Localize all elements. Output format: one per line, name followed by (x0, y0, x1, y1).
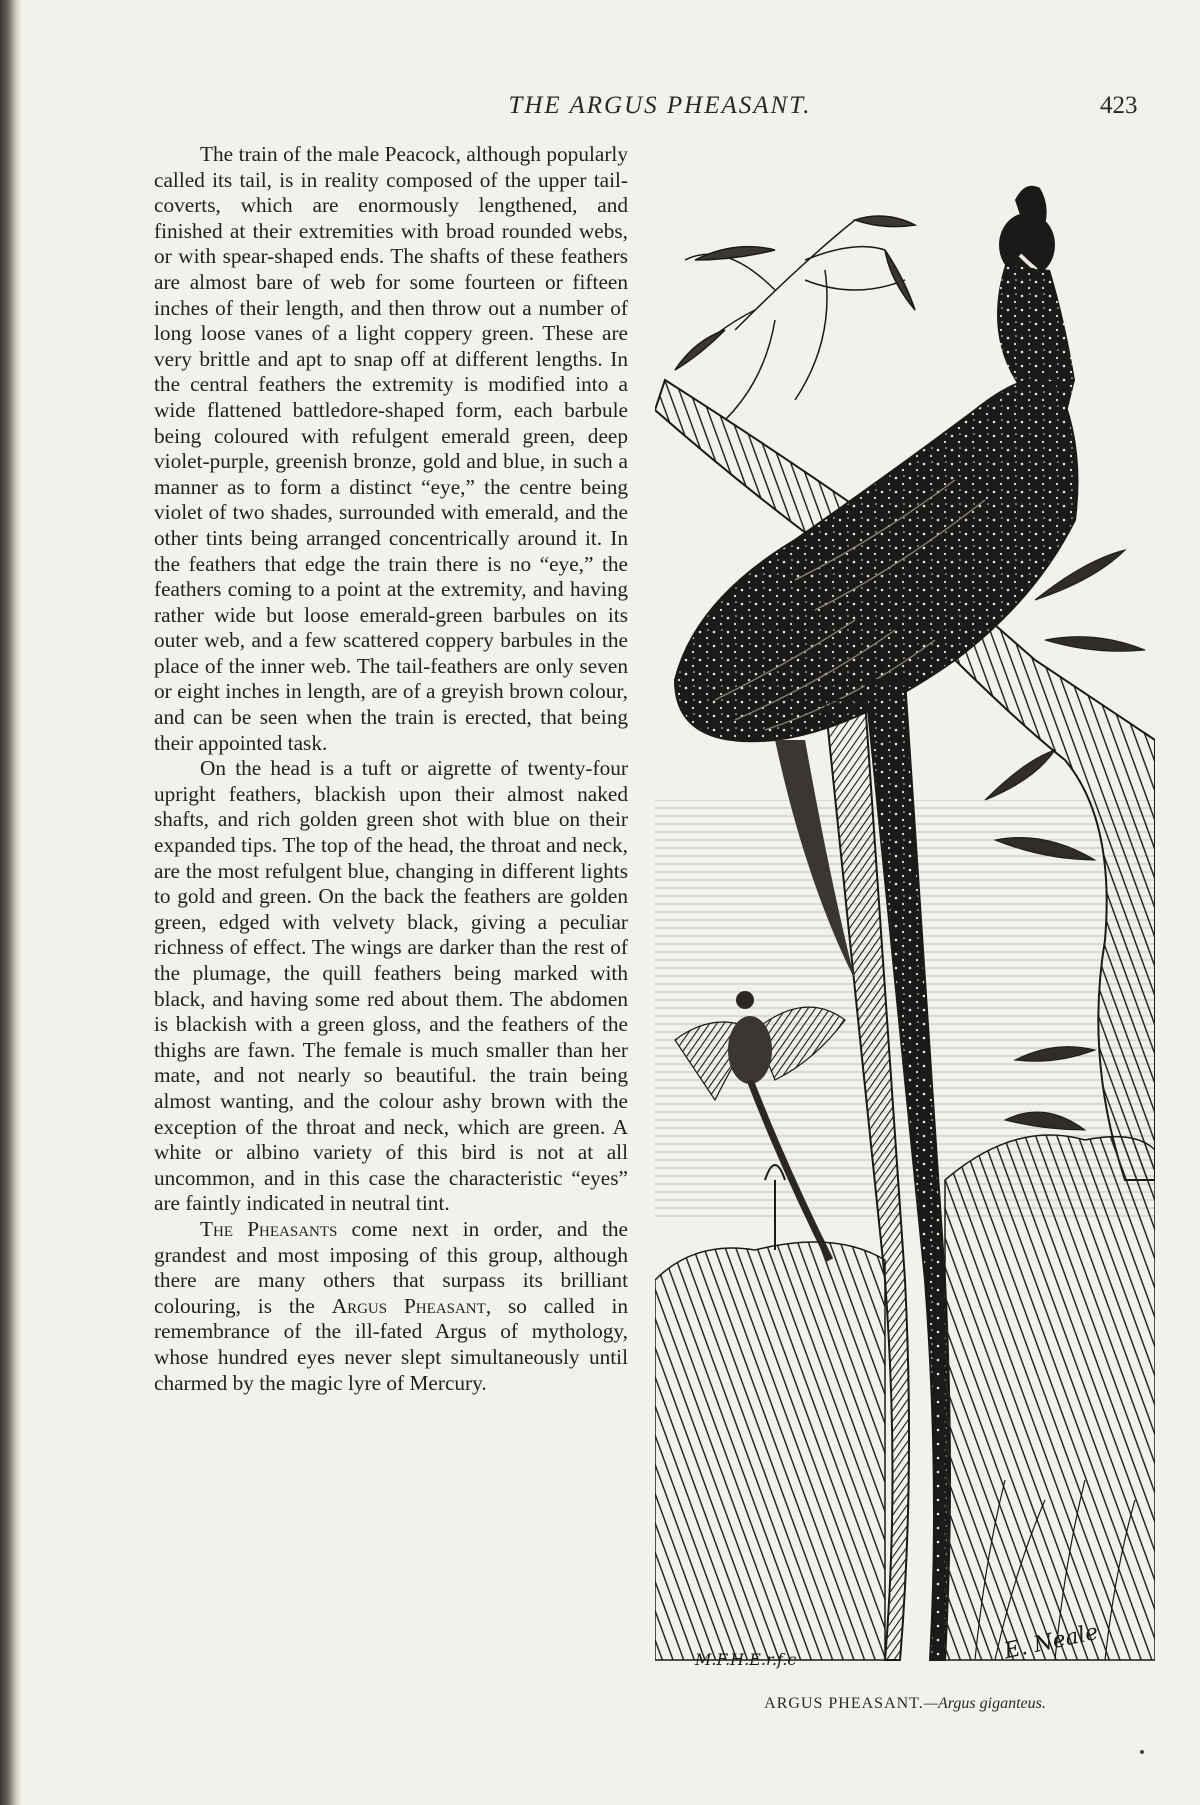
smallcaps-lead: The Pheasants (200, 1216, 338, 1241)
smallcaps-argus-pheasant: Argus Pheasant (331, 1293, 486, 1318)
paragraph-text-b: , so called in remembrance of the ill-fated Argus of mythology, whose hundred eyes never slept simultaneously until charmed by the magic lyre of Mercury. (154, 1293, 629, 1395)
paper-speck (1140, 1750, 1144, 1754)
caption-latin-name: —Argus giganteus. (923, 1695, 1046, 1712)
figure-caption (655, 1695, 1155, 1713)
paragraph-text-a: come next in order, and the grandest and most imposing of this group, although there are many others that surpass its brilliant colouring, is the (154, 1216, 628, 1318)
artist-signature: E. Neale (1001, 1619, 1101, 1665)
paragraph-pheasants (154, 1217, 628, 1396)
caption-common-name: ARGUS PHEASANT. (764, 1695, 924, 1712)
paragraph-peacock-train: The train of the male Peacock, although popularly called its tail, is in reality composed of the upper tail-coverts, which are enormously lengthened, and finished at their extremities with broad rounded webs, or with spear-shaped ends. The shafts of these feathers are almost bare of web for some fourteen or fifteen inches of their length, and then throw out a number of long loose vanes of a light coppery green. These are very brittle and apt to snap off at different lengths. In the central feathers the extremity is modified into a wide flattened battledore-shaped form, each barbule being coloured with refulgent emerald green, deep violet-purple, greenish bronze, gold and blue, in such a manner as to form a distinct “eye,” the centre being violet of two shades, surrounded with emerald, and the other tints being arranged concentrically around it. In the feathers that edge the train there is no “eye,” the feathers coming to a point at the extremity, and having rather wide but loose emerald-green barbules on its outer web, and a few scattered coppery barbules in the place of the inner web. The tail-feathers are only seven or eight inches in length, are of a greyish brown colour, and can be seen when the train is erected, that being their appointed task. (154, 142, 628, 755)
running-head: THE ARGUS PHEASANT. (508, 92, 812, 119)
body-text-column (154, 142, 628, 1396)
page-binding-edge (0, 0, 22, 1805)
engraver-signature: M.F.H.E.r.f.c (695, 1650, 797, 1669)
bamboo-leaves-top (675, 216, 915, 420)
argus-pheasant-engraving (655, 180, 1155, 1680)
page-number: 423 (1100, 92, 1138, 119)
paragraph-head-plumage: On the head is a tuft or aigrette of twenty-four upright feathers, blackish upon their almost naked shafts, and rich golden green shot with blue on their expanded tips. The top of the head, the throat and neck, are the most refulgent blue, changing in different lights to gold and green. On the back the feathers are golden green, edged with velvety black, giving a peculiar richness of effect. The wings are darker than the rest of the plumage, the quill feathers being marked with black, and having some red about them. The abdomen is blackish with a green gloss, and the feathers of the thighs are fawn. The female is much smaller than her mate, and not nearly so beautiful. the train being almost wanting, and the colour ashy brown with the exception of the throat and neck, which are green. A white or albino variety of this bird is not at all uncommon, and in this case the characteristic “eyes” are faintly indicated in neutral tint. (154, 756, 628, 1216)
